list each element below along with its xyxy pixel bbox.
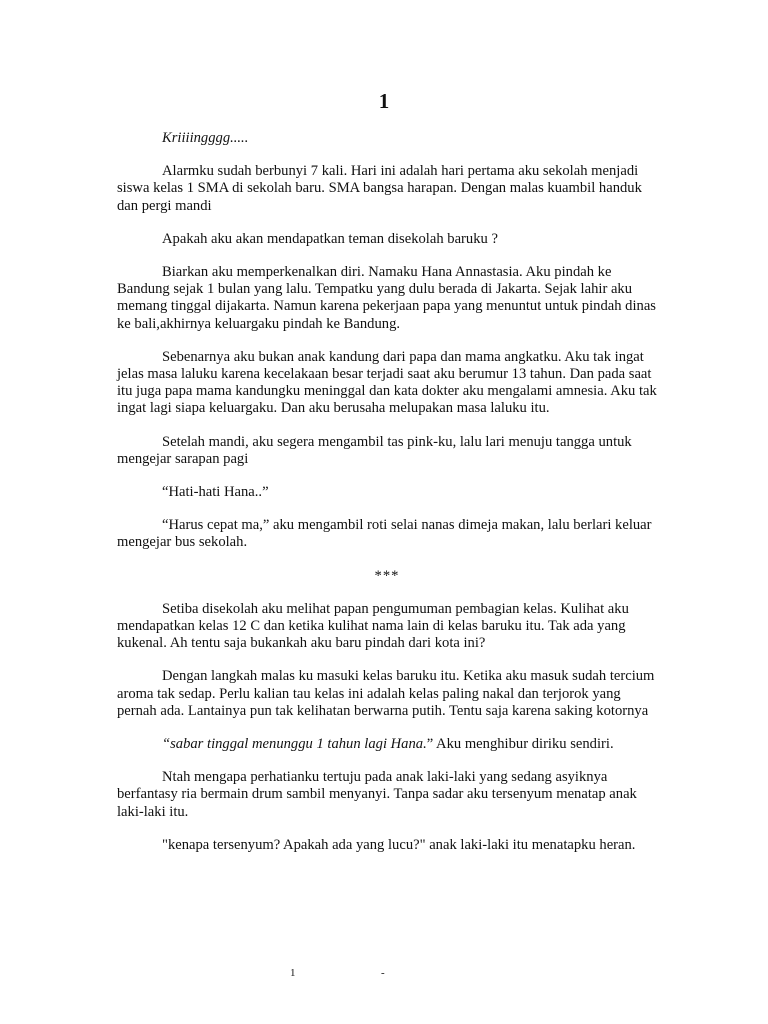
italic-text: Kriiiingggg.....: [162, 130, 249, 146]
paragraph-1: [117, 130, 657, 147]
paragraph-6: Setelah mandi, aku segera mengambil tas pink-ku, lalu lari menuju tangga untuk mengejar sarapan pagi: [117, 433, 632, 467]
paragraph-5: Sebenarnya aku bukan anak kandung dari papa dan mama angkatku. Aku tak ingat jelas masa laluku karena kecelakaan besar terjadi saat aku berumur 13 tahun. Dan pada saat itu juga papa mama kandungku meninggal dan kata dokter aku mengalami amnesia. Aku tak ingat lagi siapa keluargaku. Dan aku berusaha melupakan masa laluku itu.: [117, 348, 657, 417]
paragraph-8: “Harus cepat ma,” aku mengambil roti selai nanas dimeja makan, lalu berlari keluar mengejar bus sekolah.: [117, 517, 652, 551]
paragraph-12: Ntah mengapa perhatianku tertuju pada anak laki-laki yang sedang asyiknya berfantasy ria bermain drum sambil menyanyi. Tanpa sadar aku tersenyum menatap anak laki-laki itu.: [117, 769, 637, 820]
document-body: [117, 130, 657, 870]
italic-text: “sabar tinggal menunggu 1 tahun lagi Hana.: [162, 736, 427, 753]
footer-page-number: 1: [290, 967, 296, 979]
section-separator: ***: [374, 567, 400, 584]
paragraph-7: “Hati-hati Hana..”: [162, 484, 269, 501]
paragraph-3: Apakah aku akan mendapatkan teman disekolah baruku ?: [162, 230, 498, 247]
chapter-title: 1: [378, 89, 390, 113]
paragraph-2: Alarmku sudah berbunyi 7 kali. Hari ini adalah hari pertama aku sekolah menjadi siswa kelas 1 SMA di sekolah baru. SMA bangsa harapan. Dengan malas kuambil handuk dan pergi mandi: [117, 163, 642, 214]
paragraph-4: Biarkan aku memperkenalkan diri. Namaku Hana Annastasia. Aku pindah ke Bandung sejak 1 bulan yang lalu. Tempatku yang dulu berada di Jakarta. Sejak lahir aku memang tinggal dijakarta. Namun karena pekerjaan papa yang menuntut untuk pindah dinas ke bali,akhirnya keluargaku pindah ke Bandung.: [117, 264, 656, 332]
paragraph-11: [117, 736, 657, 753]
paragraph-text: ” Aku menghibur diriku sendiri.: [426, 736, 614, 753]
paragraph-10: Dengan langkah malas ku masuki kelas baruku itu. Ketika aku masuk sudah tercium aroma tak sedap. Perlu kalian tau kelas ini adalah kelas paling nakal dan terjorok yang pernah ada. Lantainya pun tak kelihatan berwarna putih. Tentu saja karena saking kotornya: [117, 668, 655, 719]
footer-dash: -: [381, 967, 385, 979]
paragraph-9: Setiba disekolah aku melihat papan pengumuman pembagian kelas. Kulihat aku mendapatkan kelas 12 C dan ketika kulihat nama lain di kelas baruku itu. Tak ada yang kukenal. Ah tentu saja bukankah aku baru pindah dari kota ini?: [117, 600, 629, 652]
paragraph-13: "kenapa tersenyum? Apakah ada yang lucu?" anak laki-laki itu menatapku heran.: [162, 836, 636, 853]
